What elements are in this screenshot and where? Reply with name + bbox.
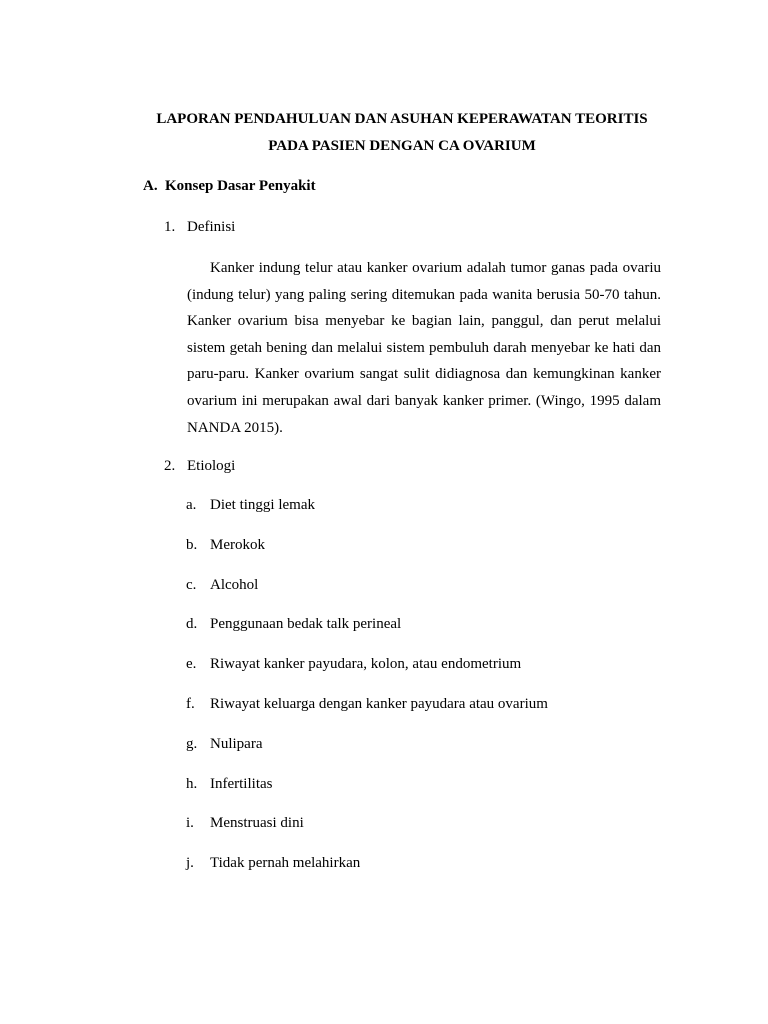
list-item-text: Menstruasi dini [210, 815, 304, 832]
subsection-number: 2. [164, 458, 176, 474]
definition-paragraph: Kanker indung telur atau kanker ovarium adalah tumor ganas pada ovariu (indung telur) yang paling sering ditemukan pada wanita berusia 50-70 tahun. Kanker ovarium bisa menyebar ke bagian lain, panggul, dan perut melalui sistem getah bening dan melalui sistem pembuluh darah menyebar ke hati dan paru-paru. Kanker ovarium sangat sulit didiagnosa dan kemungkinan kanker ovarium ini merupakan awal dari banyak kanker primer. (Wingo, 1995 dalam NANDA 2015). [187, 260, 661, 436]
list-item [186, 496, 548, 536]
list-item-text: Tidak pernah melahirkan [210, 855, 361, 872]
list-marker: j. [186, 855, 194, 872]
list-marker: e. [186, 656, 197, 673]
list-item [186, 695, 548, 735]
section-marker: A. [143, 178, 158, 194]
etiology-list [186, 496, 548, 894]
subsection-heading-etiologi [164, 457, 235, 475]
list-marker: b. [186, 536, 198, 553]
list-item-text: Infertilitas [210, 775, 273, 792]
list-item-text: Diet tinggi lemak [210, 497, 315, 513]
list-item [186, 615, 548, 655]
list-marker: g. [186, 735, 198, 752]
list-item-text: Penggunaan bedak talk perineal [210, 616, 402, 633]
subsection-title: Definisi [187, 219, 236, 235]
section-heading [143, 177, 316, 195]
list-item [186, 536, 548, 576]
list-marker: i. [186, 815, 194, 832]
list-item-text: Nulipara [210, 735, 263, 752]
list-marker: h. [186, 775, 198, 792]
subsection-number: 1. [164, 219, 176, 235]
section-title: Konsep Dasar Penyakit [165, 178, 316, 194]
list-marker: a. [186, 497, 197, 513]
document-title-line-1: LAPORAN PENDAHULUAN DAN ASUHAN KEPERAWATAN TEORITIS [156, 111, 648, 127]
list-item [186, 775, 548, 815]
document-title-line-2: PADA PASIEN DENGAN CA OVARIUM [268, 138, 536, 154]
list-marker: d. [186, 616, 198, 633]
list-item [186, 735, 548, 775]
list-item [186, 576, 548, 616]
list-item [186, 814, 548, 854]
list-item [186, 854, 548, 894]
list-marker: c. [186, 576, 197, 593]
list-item-text: Alcohol [210, 576, 259, 593]
list-item-text: Riwayat keluarga dengan kanker payudara atau ovarium [210, 695, 548, 712]
list-item [186, 655, 548, 695]
list-item-text: Merokok [210, 536, 265, 553]
list-marker: f. [186, 695, 195, 712]
list-item-text: Riwayat kanker payudara, kolon, atau endometrium [210, 656, 522, 673]
subsection-title: Etiologi [187, 458, 236, 474]
subsection-heading-definisi [164, 218, 235, 236]
